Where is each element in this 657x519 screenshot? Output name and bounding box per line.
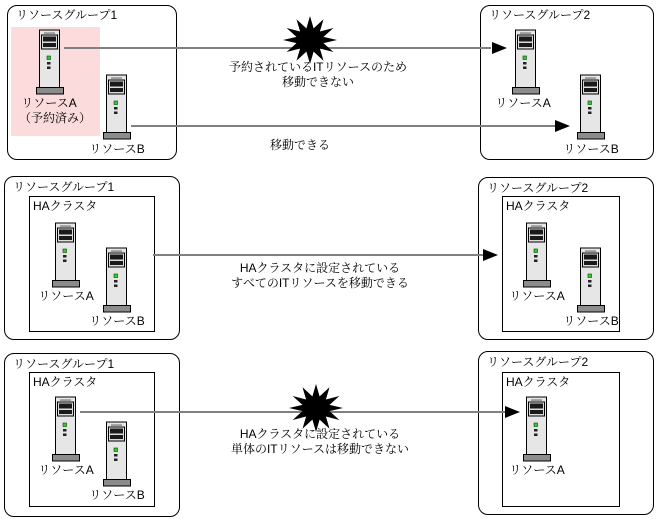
- row3-group2-resource-a-label: リソースA: [509, 463, 565, 477]
- server-icon: [103, 421, 131, 487]
- row2-caption: [205, 261, 435, 291]
- row1-group1-resource-b-label: リソースB: [89, 142, 145, 156]
- row1-resource-group2-box: [480, 5, 654, 160]
- row1-group1-resource-a-note: （予約済み）: [18, 111, 91, 125]
- row3-blocked-arrowhead-icon: [505, 406, 520, 418]
- row3-group1-title: リソースグループ1: [13, 357, 115, 371]
- row3-group2-cluster-label: HAクラスタ: [506, 375, 571, 389]
- row1-blocked-caption-line2: 移動できない: [281, 75, 354, 89]
- server-icon: [523, 396, 551, 462]
- server-icon: [577, 247, 605, 313]
- row2-caption-line2: すべてのITリソースを移動できる: [231, 276, 409, 290]
- server-icon: [103, 247, 131, 313]
- row3-group1-ha-cluster-box: [29, 372, 155, 507]
- row1-group1-title: リソースグループ1: [16, 8, 118, 22]
- row1-group1-resource-a-label: リソースA: [21, 96, 77, 110]
- row3-group1-resource-b-label: リソースB: [89, 488, 145, 502]
- row3-group1-resource-a-label: リソースA: [38, 463, 94, 477]
- row1-group2-title: リソースグループ2: [489, 8, 591, 22]
- server-icon: [523, 222, 551, 288]
- row1-allowed-arrowhead-icon: [555, 120, 570, 132]
- row2-caption-line1: HAクラスタに設定されている: [239, 261, 401, 275]
- row2-group1-cluster-label: HAクラスタ: [33, 199, 98, 213]
- row1-group2-resource-a-label: リソースA: [495, 96, 551, 110]
- server-icon: [52, 222, 80, 288]
- row2-arrowhead-icon: [483, 249, 498, 261]
- row2-group2-cluster-label: HAクラスタ: [506, 199, 571, 213]
- row3-group1-cluster-label: HAクラスタ: [33, 375, 98, 389]
- row2-arrow-line: [153, 254, 483, 256]
- row2-group2-title: リソースグループ2: [487, 181, 589, 195]
- row3-group2-title: リソースグループ2: [487, 355, 589, 369]
- row1-allowed-arrow-line: [131, 125, 555, 127]
- row2-group1-title: リソースグループ1: [13, 180, 115, 194]
- row3-group2-ha-cluster-box: [502, 372, 620, 507]
- row1-blocked-caption: [202, 60, 434, 90]
- row3-caption-line2: 単体のITリソースは移動できない: [230, 442, 410, 456]
- server-icon: [577, 74, 605, 140]
- blocked-burst-icon: [280, 13, 340, 67]
- row2-group2-resource-a-label: リソースA: [509, 289, 565, 303]
- row2-group1-resource-b-label: リソースB: [89, 314, 145, 328]
- row3-caption-line1: HAクラスタに設定されている: [239, 427, 401, 441]
- row1-blocked-caption-line1: 予約されているITリソースのため: [228, 60, 408, 74]
- server-icon: [103, 74, 131, 140]
- server-icon: [52, 396, 80, 462]
- row3-blocked-caption: [200, 427, 440, 457]
- row1-blocked-arrowhead-icon: [492, 42, 507, 54]
- row2-group1-ha-cluster-box: [29, 196, 155, 332]
- row2-group1-resource-a-label: リソースA: [38, 289, 94, 303]
- row1-group2-resource-b-label: リソースB: [563, 142, 619, 156]
- row1-allowed-caption: 移動できる: [269, 138, 330, 152]
- server-icon: [512, 29, 540, 95]
- row2-group2-resource-b-label: リソースB: [563, 314, 619, 328]
- server-icon: [36, 29, 64, 95]
- row1-blocked-arrow-line: [64, 47, 491, 49]
